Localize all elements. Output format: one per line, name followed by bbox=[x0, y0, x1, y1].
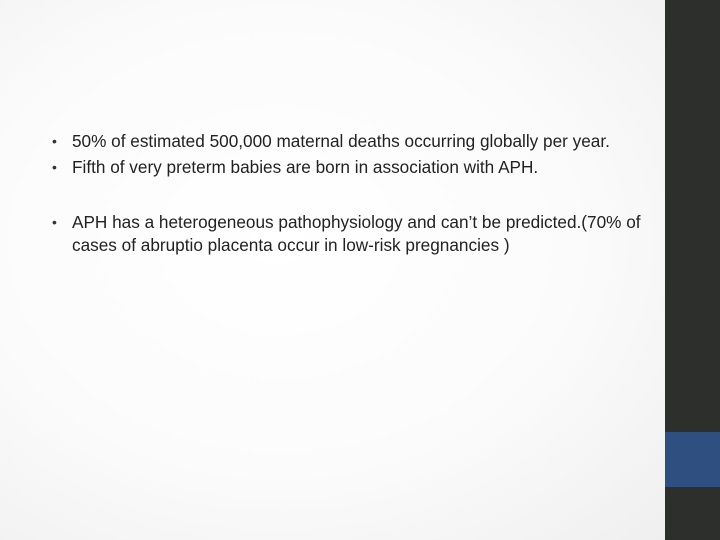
bullet-marker: • bbox=[52, 214, 57, 230]
bullet-marker: • bbox=[52, 159, 57, 175]
bullet-text: Fifth of very preterm babies are born in association with APH. bbox=[72, 157, 539, 177]
bullet-text: 50% of estimated 500,000 maternal deaths occurring globally per year. bbox=[72, 131, 610, 151]
bullet-marker: • bbox=[52, 133, 57, 149]
bullet-item bbox=[52, 211, 647, 257]
bullet-text: APH has a heterogeneous pathophysiology and can’t be predicted.(70% of cases of abruptio placenta occur in low-risk pregnancies ) bbox=[72, 212, 641, 255]
sidebar-accent-block bbox=[665, 432, 720, 487]
bullet-item bbox=[52, 130, 647, 153]
bullet-list bbox=[52, 130, 647, 257]
bullet-item bbox=[52, 156, 647, 179]
